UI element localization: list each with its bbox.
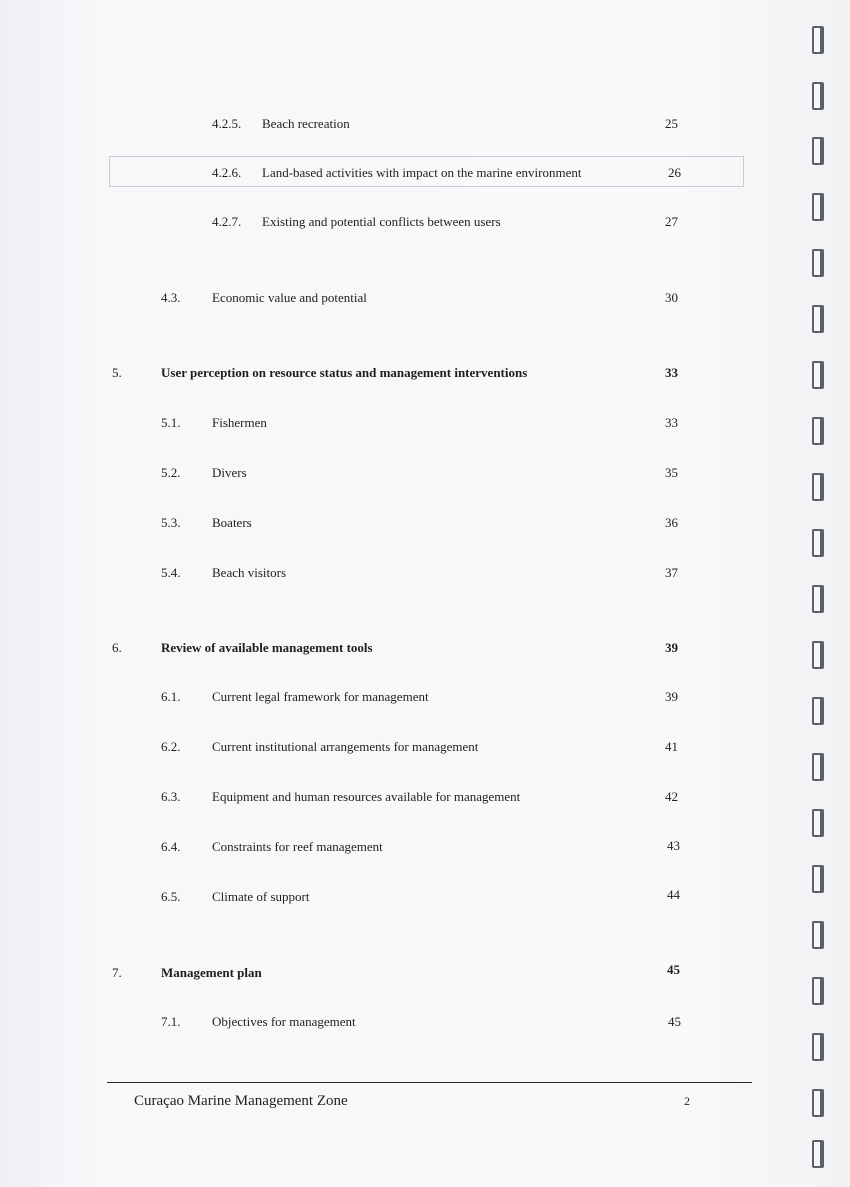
footer-title: Curaçao Marine Management Zone [134,1093,348,1109]
entry-number: 4.2.7. [212,214,242,229]
entry-title: Economic value and potential [212,290,367,305]
entry-number: 4.3. [161,290,181,305]
binding-ring [812,1089,824,1117]
entry-title: Divers [212,465,247,480]
entry-title: Constraints for reef management [212,839,383,854]
entry-title: Beach visitors [212,565,287,580]
entry-page: 45 [667,962,680,977]
entry-number: 5.3. [161,515,181,530]
binding-ring [812,26,824,54]
entry-page: 39 [665,640,678,655]
entry-title: Existing and potential conflicts between users [262,214,501,229]
binding-ring [812,305,824,333]
binding-ring [812,753,824,781]
binding-ring [812,697,824,725]
binding-ring [812,361,824,389]
entry-title: Equipment and human resources available for management [212,789,521,804]
binding-ring [812,249,824,277]
entry-number: 6.2. [161,739,181,754]
entry-number: 6.1. [161,689,181,704]
entry-number: 4.2.6. [212,165,242,180]
entry-number: 5.1. [161,415,181,430]
binding-ring [812,921,824,949]
entry-page: 44 [667,887,680,902]
binding-ring [812,1140,824,1168]
entry-title: Current legal framework for management [212,689,429,704]
entry-page: 30 [665,290,678,305]
entry-title: Boaters [212,515,252,530]
entry-page: 37 [665,565,678,580]
binding-ring [812,193,824,221]
binding-ring [812,641,824,669]
entry-page: 36 [665,515,678,530]
entry-title: Management plan [161,965,262,980]
entry-page: 33 [665,365,678,380]
binding-ring [812,529,824,557]
entry-number: 6.4. [161,839,181,854]
binding-ring [812,137,824,165]
entry-page: 26 [668,165,681,180]
entry-page: 43 [667,838,680,853]
entry-number: 6.3. [161,789,181,804]
entry-page: 42 [665,789,678,804]
entry-number: 5.2. [161,465,181,480]
entry-page: 45 [668,1014,681,1029]
entry-title: Beach recreation [262,116,350,131]
entry-page: 41 [665,739,678,754]
entry-title: User perception on resource status and management interventions [161,365,528,380]
entry-title: Land-based activities with impact on the marine environment [262,165,582,180]
binding-ring [812,585,824,613]
entry-title: Fishermen [212,415,267,430]
entry-number: 6. [112,640,122,655]
entry-title: Climate of support [212,889,310,904]
entry-title: Current institutional arrangements for management [212,739,479,754]
entry-page: 35 [665,465,678,480]
spiral-binding [812,18,832,1168]
entry-number: 4.2.5. [212,116,242,131]
entry-number: 7. [112,965,122,980]
footer-page-number: 2 [684,1094,690,1108]
entry-page: 27 [665,214,678,229]
entry-number: 5. [112,365,122,380]
binding-ring [812,865,824,893]
entry-page: 33 [665,415,678,430]
binding-ring [812,977,824,1005]
entry-number: 7.1. [161,1014,181,1029]
entry-number: 6.5. [161,889,181,904]
entry-title: Review of available management tools [161,640,373,655]
entry-page: 25 [665,116,678,131]
binding-ring [812,417,824,445]
binding-ring [812,82,824,110]
binding-ring [812,1033,824,1061]
binding-ring [812,809,824,837]
entry-title: Objectives for management [212,1014,356,1029]
binding-ring [812,473,824,501]
footer-rule [107,1082,752,1083]
entry-page: 39 [665,689,678,704]
entry-number: 5.4. [161,565,181,580]
